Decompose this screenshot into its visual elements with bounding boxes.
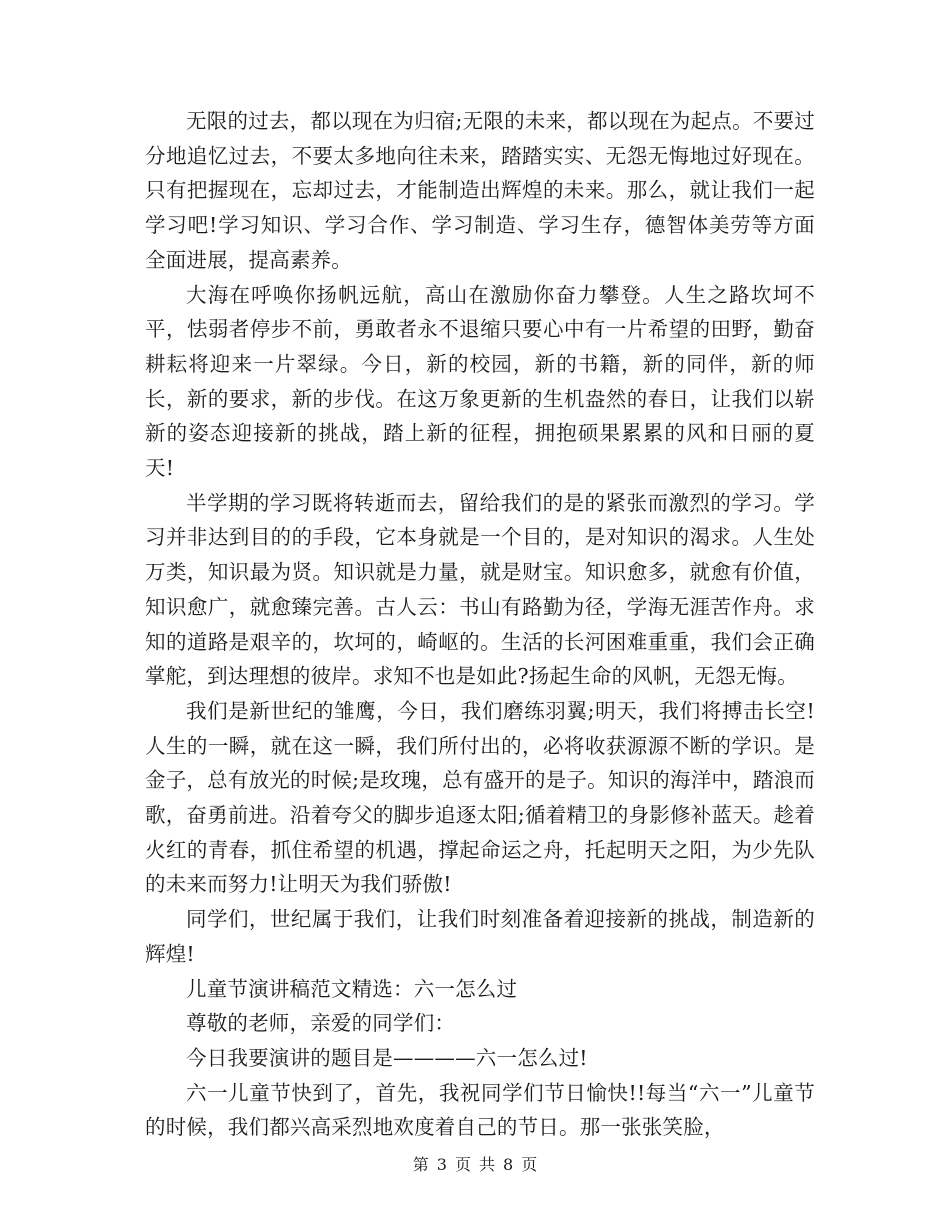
section-heading: 儿童节演讲稿范文精选：六一怎么过: [186, 976, 518, 1001]
paragraph: 六一儿童节快到了，首先，我祝同学们节日愉快!!每当“六一”儿童节的时候，我们都兴高采烈地欢度着自己的节日。那一张张笑脸，: [145, 1080, 815, 1140]
salutation: 尊敬的老师，亲爱的同学们：: [186, 1011, 456, 1036]
current-page-number: 3: [436, 1155, 447, 1174]
total-pages-number: 8: [503, 1155, 514, 1174]
paragraph: 无限的过去，都以现在为归宿;无限的未来，都以现在为起点。不要过分地追忆过去，不要太多地向往未来，踏踏实实、无怨无悔地过好现在。只有把握现在，忘却过去，才能制造出辉煌的未来。那么，就让我们一起学习吧!学习知识、学习合作、学习制造、学习生存，德智体美劳等方面全面进展，提高素养。: [145, 109, 815, 272]
footer-page-label: 页: [454, 1155, 471, 1174]
footer-prefix: 第: [412, 1155, 429, 1174]
paragraph: 同学们，世纪属于我们，让我们时刻准备着迎接新的挑战，制造新的辉煌!: [145, 907, 815, 966]
page-footer: [0, 1152, 950, 1175]
document-body: [145, 104, 815, 1145]
paragraph: 大海在呼唤你扬帆远航，高山在激励你奋力攀登。人生之路坎坷不平，怯弱者停步不前，勇敢者永不退缩只要心中有一片希望的田野，勤奋耕耘将迎来一片翠绿。今日，新的校园，新的书籍，新的同伴，新的师长，新的要求，新的步伐。在这万象更新的生机盎然的春日，让我们以崭新的姿态迎接新的挑战，踏上新的征程，拥抱硕果累累的风和日丽的夏天!: [145, 282, 815, 481]
paragraph: 今日我要演讲的题目是————六一怎么过!: [186, 1045, 588, 1070]
paragraph: 半学期的学习既将转逝而去，留给我们的是的紧张而激烈的学习。学习并非达到目的的手段，它本身就是一个目的，是对知识的渴求。人生处万类，知识最为贤。知识就是力量，就是财宝。知识愈多，就愈有价值，知识愈广，就愈臻完善。古人云：书山有路勤为径，学海无涯苦作舟。求知的道路是艰辛的，坎坷的，崎岖的。生活的长河困难重重，我们会正确掌舵，到达理想的彼岸。求知不也是如此?扬起生命的风帆，无怨无悔。: [145, 490, 815, 689]
footer-total-label: 共: [479, 1155, 496, 1174]
paragraph: 我们是新世纪的雏鹰，今日，我们磨练羽翼;明天，我们将搏击长空!人生的一瞬，就在这一瞬，我们所付出的，必将收获源源不断的学识。是金子，总有放光的时候;是玫瑰，总有盛开的是子。知识的海洋中，踏浪而歌，奋勇前进。沿着夸父的脚步追逐太阳;循着精卫的身影修补蓝天。趁着火红的青春，抓住希望的机遇，撑起命运之舟，托起明天之阳，为少先队的未来而努力!让明天为我们骄傲!: [145, 698, 815, 897]
footer-page-end-label: 页: [521, 1155, 538, 1174]
